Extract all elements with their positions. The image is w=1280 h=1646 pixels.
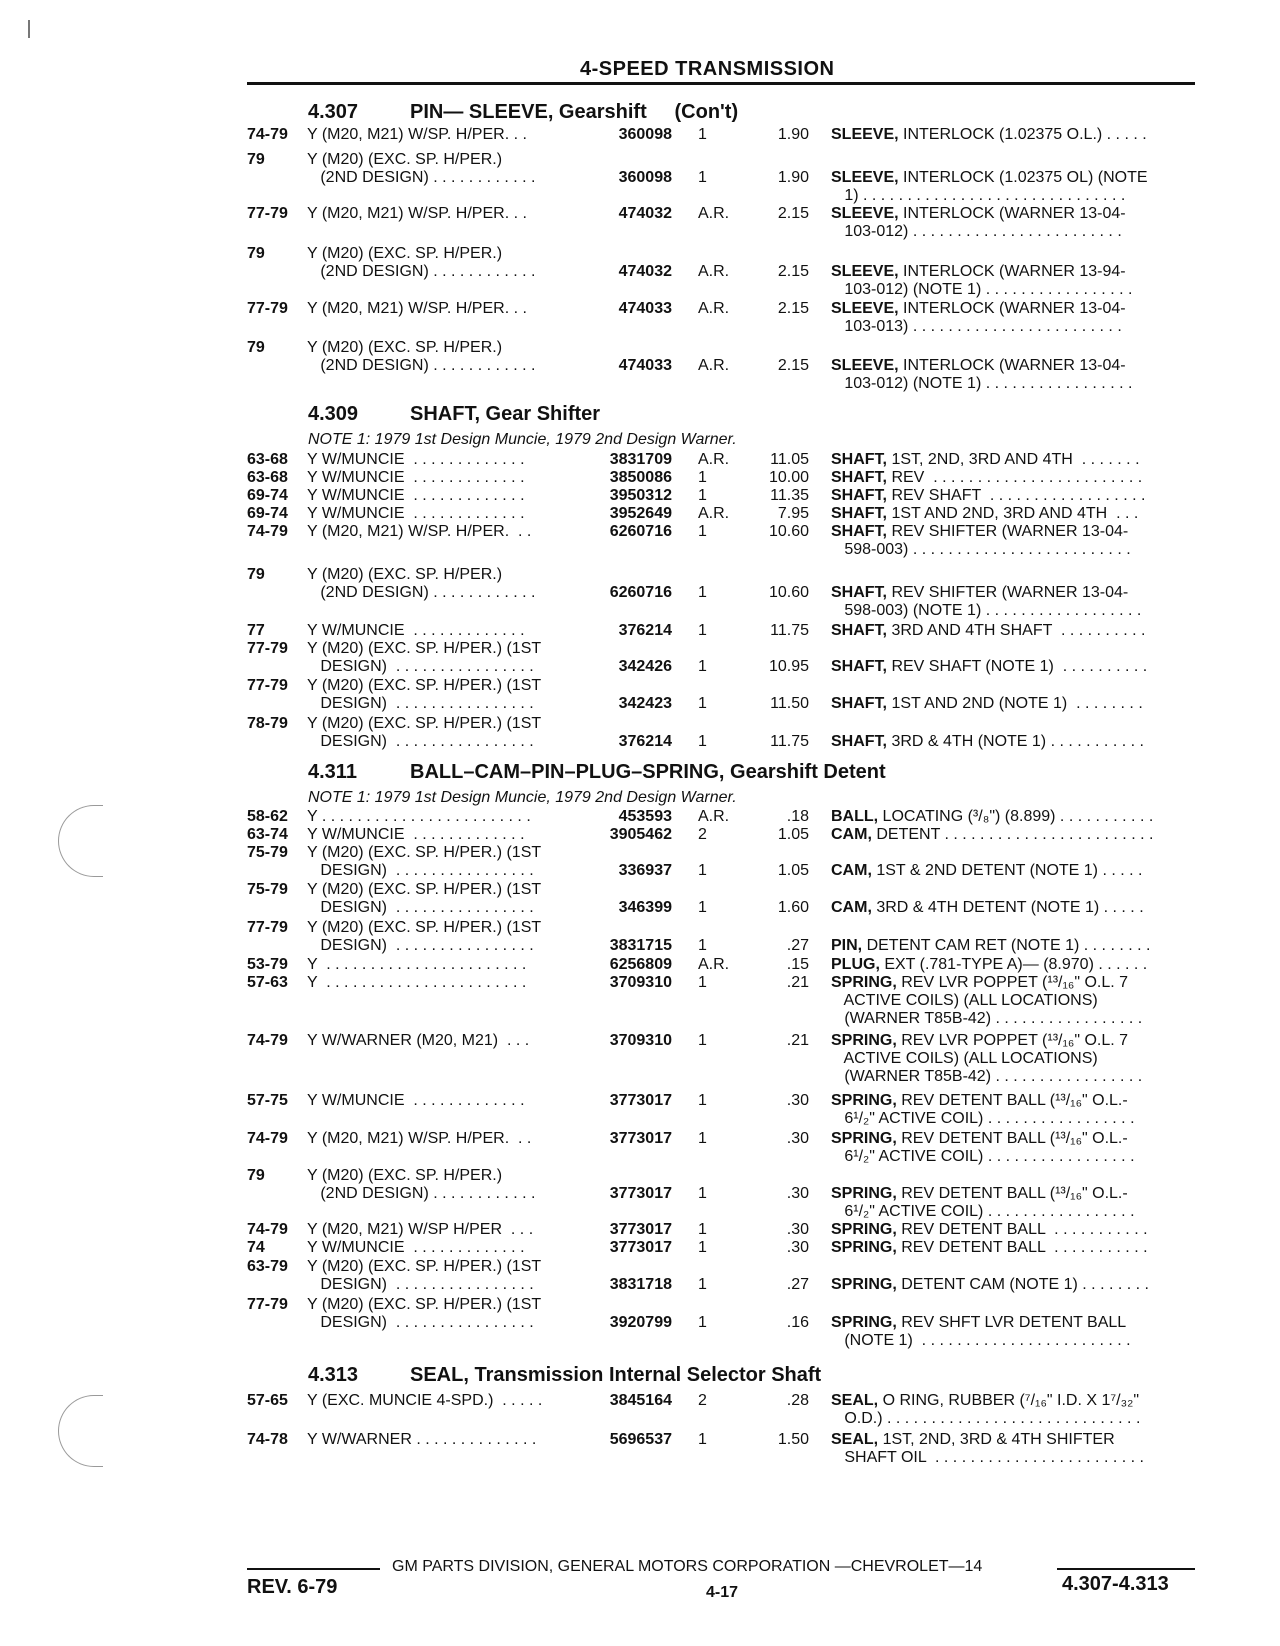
model-years: 63-68 xyxy=(247,469,288,486)
application: Y (M20) (EXC. SP. H/PER.) (1ST DESIGN) . . . . . . . . . . . . . . . . xyxy=(307,881,542,916)
model-years: 63-74 xyxy=(247,826,288,843)
part-number: 3773017 xyxy=(609,1221,672,1238)
price: 1.60 xyxy=(777,899,809,916)
description xyxy=(831,733,1201,751)
description-keyword: CAM, xyxy=(831,826,872,843)
model-years: 69-74 xyxy=(247,505,288,522)
description xyxy=(831,1032,1201,1086)
quantity: 1 xyxy=(698,469,707,486)
description-text: EXT (.781-TYPE A)— (8.970) . . . . . . xyxy=(879,956,1148,973)
description-text: 3RD & 4TH (NOTE 1) . . . . . . . . . . . xyxy=(887,733,1144,750)
quantity: 1 xyxy=(698,126,707,143)
model-years: 57-63 xyxy=(247,974,288,991)
application: Y (M20, M21) W/SP. H/PER. . . xyxy=(307,523,532,540)
price: 11.75 xyxy=(770,622,809,639)
punch-hole-mark xyxy=(58,805,103,877)
description-text: DETENT . . . . . . . . . . . . . . . . . . . . . . . . xyxy=(871,826,1154,843)
quantity: A.R. xyxy=(698,505,730,522)
description-text: INTERLOCK (1.02375 OL) (NOTE 1) . . . . . . . . . . . . . . . . . . . . . . . . . . . . . . xyxy=(844,169,1148,204)
description xyxy=(831,505,1201,523)
model-years: 78-79 xyxy=(247,715,288,732)
quantity: 2 xyxy=(698,826,707,843)
model-years: 74-79 xyxy=(247,1221,288,1238)
price: .30 xyxy=(786,1130,809,1147)
part-number: 3709310 xyxy=(609,1032,672,1049)
description-keyword: SLEEVE, xyxy=(831,205,899,222)
description-keyword: SHAFT, xyxy=(831,505,887,522)
description-keyword: SPRING, xyxy=(831,1276,897,1293)
price: .30 xyxy=(786,1092,809,1109)
title-rule xyxy=(247,82,1195,85)
description-keyword: BALL, xyxy=(831,808,879,825)
description xyxy=(831,584,1201,620)
application: Y (M20) (EXC. SP. H/PER.) (2ND DESIGN) . . . . . . . . . . . . xyxy=(307,245,536,280)
price: .27 xyxy=(786,937,809,954)
description-keyword: PLUG, xyxy=(831,956,880,973)
price: 2.15 xyxy=(777,205,809,222)
quantity: 1 xyxy=(698,1239,707,1256)
part-number: 3773017 xyxy=(609,1092,672,1109)
description-text: INTERLOCK (WARNER 13-04- 103-012) . . . . . . . . . . . . . . . . . . . . . . . . xyxy=(844,205,1126,240)
price: .15 xyxy=(786,956,809,973)
part-number: 6260716 xyxy=(609,523,672,540)
description-text: REV SHFT LVR DETENT BALL (NOTE 1) . . . . . . . . . . . . . . . . . . . . . . . . xyxy=(844,1314,1131,1349)
model-years: 77-79 xyxy=(247,205,288,222)
application: Y (M20) (EXC. SP. H/PER.) (1ST DESIGN) . . . . . . . . . . . . . . . . xyxy=(307,640,542,675)
part-number: 3773017 xyxy=(609,1185,672,1202)
part-number: 3950312 xyxy=(609,487,672,504)
punch-hole-mark xyxy=(58,1395,103,1467)
description-keyword: CAM, xyxy=(831,862,872,879)
quantity: A.R. xyxy=(698,357,730,374)
price: 11.75 xyxy=(770,733,809,750)
model-years: 79 xyxy=(247,245,265,262)
quantity: 1 xyxy=(698,899,707,916)
model-years: 74-79 xyxy=(247,1032,288,1049)
price: .21 xyxy=(786,974,809,991)
part-number: 3773017 xyxy=(609,1130,672,1147)
quantity: 1 xyxy=(698,584,707,601)
description-text: 3RD AND 4TH SHAFT . . . . . . . . . . xyxy=(887,622,1146,639)
footer-rule-left xyxy=(247,1568,380,1570)
quantity: A.R. xyxy=(698,300,730,317)
model-years: 79 xyxy=(247,566,265,583)
part-number: 474033 xyxy=(618,357,672,374)
model-years: 69-74 xyxy=(247,487,288,504)
description xyxy=(831,469,1201,487)
model-years: 77-79 xyxy=(247,1296,288,1313)
description xyxy=(831,451,1201,469)
section-number: 4.311 xyxy=(308,761,357,783)
description xyxy=(831,1185,1201,1221)
application: Y (M20, M21) W/SP H/PER . . . xyxy=(307,1221,534,1238)
description-text: INTERLOCK (WARNER 13-94- 103-012) (NOTE 1) . . . . . . . . . . . . . . . . . xyxy=(844,263,1133,298)
part-number: 3831715 xyxy=(609,937,672,954)
part-number: 3709310 xyxy=(609,974,672,991)
section-title: BALL–CAM–PIN–PLUG–SPRING, Gearshift Detent xyxy=(410,761,886,783)
description xyxy=(831,205,1201,241)
application: Y W/WARNER . . . . . . . . . . . . . . xyxy=(307,1431,537,1448)
model-years: 74-78 xyxy=(247,1431,288,1448)
model-years: 75-79 xyxy=(247,881,288,898)
price: 11.35 xyxy=(770,487,809,504)
section-heading xyxy=(308,403,1128,426)
description-keyword: SPRING, xyxy=(831,1130,897,1147)
quantity: 1 xyxy=(698,937,707,954)
price: 10.00 xyxy=(768,469,809,486)
application: Y W/MUNCIE . . . . . . . . . . . . . xyxy=(307,451,525,468)
quantity: 1 xyxy=(698,1032,707,1049)
price: .21 xyxy=(786,1032,809,1049)
application: Y (M20) (EXC. SP. H/PER.) (2ND DESIGN) . . . . . . . . . . . . xyxy=(307,339,536,374)
description-text: REV SHAFT (NOTE 1) . . . . . . . . . . xyxy=(887,658,1148,675)
description xyxy=(831,658,1201,676)
description-keyword: SPRING, xyxy=(831,974,897,991)
description-keyword: PIN, xyxy=(831,937,863,954)
description-keyword: SPRING, xyxy=(831,1032,897,1049)
section-heading xyxy=(308,1364,1128,1387)
description-text: 1ST AND 2ND (NOTE 1) . . . . . . . . xyxy=(887,695,1143,712)
price: .18 xyxy=(786,808,809,825)
footer-publisher: GM PARTS DIVISION, GENERAL MOTORS CORPORATION —CHEVROLET—14 xyxy=(392,1558,983,1575)
application: Y (M20) (EXC. SP. H/PER.) (2ND DESIGN) . . . . . . . . . . . . xyxy=(307,151,536,186)
application: Y (M20, M21) W/SP. H/PER. . . xyxy=(307,300,527,317)
part-number: 342426 xyxy=(618,658,672,675)
section-number: 4.307 xyxy=(308,101,359,123)
description xyxy=(831,263,1201,299)
description-keyword: SLEEVE, xyxy=(831,300,899,317)
footer-revision: REV. 6-79 xyxy=(247,1576,338,1598)
application: Y W/MUNCIE . . . . . . . . . . . . . xyxy=(307,487,525,504)
description-keyword: SLEEVE, xyxy=(831,169,899,186)
description xyxy=(831,695,1201,713)
description-keyword: SHAFT, xyxy=(831,695,887,712)
description-text: REV LVR POPPET (¹³/₁₆" O.L. 7 ACTIVE COILS) (ALL LOCATIONS) (WARNER T85B-42) . . . . . . . . . . . . . . . . . xyxy=(843,974,1143,1027)
description xyxy=(831,826,1201,844)
part-number: 5696537 xyxy=(609,1431,672,1448)
description-text: LOCATING (³/₈") (8.899) . . . . . . . . . . . xyxy=(878,808,1154,825)
application: Y W/MUNCIE . . . . . . . . . . . . . xyxy=(307,622,525,639)
part-number: 474033 xyxy=(618,300,672,317)
description xyxy=(831,126,1201,144)
application: Y W/MUNCIE . . . . . . . . . . . . . xyxy=(307,1092,525,1109)
model-years: 75-79 xyxy=(247,844,288,861)
quantity: 1 xyxy=(698,169,707,186)
model-years: 57-65 xyxy=(247,1392,288,1409)
description-keyword: SHAFT, xyxy=(831,451,887,468)
quantity: 1 xyxy=(698,523,707,540)
description-keyword: SHAFT, xyxy=(831,487,887,504)
price: 2.15 xyxy=(777,263,809,280)
quantity: 1 xyxy=(698,974,707,991)
description-keyword: SEAL, xyxy=(831,1431,879,1448)
description-keyword: SPRING, xyxy=(831,1221,897,1238)
quantity: 1 xyxy=(698,1431,707,1448)
price: .16 xyxy=(786,1314,809,1331)
description-keyword: SPRING, xyxy=(831,1314,897,1331)
description-keyword: SPRING, xyxy=(831,1092,897,1109)
section-number: 4.313 xyxy=(308,1364,359,1386)
application: Y (M20) (EXC. SP. H/PER.) (1ST DESIGN) . . . . . . . . . . . . . . . . xyxy=(307,1258,542,1293)
quantity: A.R. xyxy=(698,451,730,468)
margin-mark xyxy=(28,20,30,38)
description-text: O RING, RUBBER (⁷/₁₆" I.D. X 1⁷/₃₂" O.D.) . . . . . . . . . . . . . . . . . . . . . . . . . . . . . xyxy=(844,1392,1141,1427)
description xyxy=(831,1092,1201,1128)
description-text: REV DETENT BALL (¹³/₁₆" O.L.- 6¹/₂" ACTIVE COIL) . . . . . . . . . . . . . . . . . xyxy=(844,1185,1135,1220)
part-number: 342423 xyxy=(618,695,672,712)
quantity: 1 xyxy=(698,658,707,675)
footer-page-number: 4-17 xyxy=(706,1584,739,1601)
price: 1.50 xyxy=(777,1431,809,1448)
section-title: PIN— SLEEVE, Gearshift (Con't) xyxy=(410,101,739,123)
part-number: 6260716 xyxy=(609,584,672,601)
part-number: 336937 xyxy=(618,862,672,879)
part-number: 474032 xyxy=(618,263,672,280)
description xyxy=(831,1314,1201,1350)
application: Y W/MUNCIE . . . . . . . . . . . . . xyxy=(307,469,525,486)
description xyxy=(831,300,1201,336)
part-number: 376214 xyxy=(618,622,672,639)
part-number: 3845164 xyxy=(609,1392,672,1409)
description-text: REV LVR POPPET (¹³/₁₆" O.L. 7 ACTIVE COILS) (ALL LOCATIONS) (WARNER T85B-42) . . . . . . . . . . . . . . . . . xyxy=(843,1032,1143,1085)
price: .30 xyxy=(786,1185,809,1202)
quantity: 1 xyxy=(698,1092,707,1109)
price: .30 xyxy=(786,1239,809,1256)
description-keyword: SLEEVE, xyxy=(831,357,899,374)
description xyxy=(831,899,1201,917)
description xyxy=(831,1221,1201,1239)
price: .28 xyxy=(786,1392,809,1409)
description-text: INTERLOCK (WARNER 13-04- 103-012) (NOTE 1) . . . . . . . . . . . . . . . . . xyxy=(844,357,1133,392)
price: 1.90 xyxy=(777,169,809,186)
footer-range: 4.307-4.313 xyxy=(1062,1573,1169,1595)
description-keyword: SHAFT, xyxy=(831,469,887,486)
description xyxy=(831,169,1201,205)
model-years: 74-79 xyxy=(247,1130,288,1147)
application: Y (M20, M21) W/SP. H/PER. . . xyxy=(307,1130,532,1147)
description-text: 1ST, 2ND, 3RD & 4TH SHIFTER SHAFT OIL . . . . . . . . . . . . . . . . . . . . . . . . xyxy=(844,1431,1144,1466)
section-heading xyxy=(308,101,1128,124)
model-years: 77 xyxy=(247,622,265,639)
description-keyword: SLEEVE, xyxy=(831,126,899,143)
part-number: 3831709 xyxy=(609,451,672,468)
description-text: 1ST & 2ND DETENT (NOTE 1) . . . . . xyxy=(871,862,1143,879)
model-years: 79 xyxy=(247,339,265,356)
application: Y (M20) (EXC. SP. H/PER.) (1ST DESIGN) . . . . . . . . . . . . . . . . xyxy=(307,844,542,879)
part-number: 3831718 xyxy=(609,1276,672,1293)
page-title: 4-SPEED TRANSMISSION xyxy=(580,58,835,80)
price: 10.95 xyxy=(768,658,809,675)
description-text: REV SHAFT . . . . . . . . . . . . . . . . . . xyxy=(887,487,1146,504)
application: Y . . . . . . . . . . . . . . . . . . . . . . . xyxy=(307,956,527,973)
description-keyword: SPRING, xyxy=(831,1185,897,1202)
description-text: INTERLOCK (WARNER 13-04- 103-013) . . . . . . . . . . . . . . . . . . . . . . . . xyxy=(844,300,1126,335)
description-text: 1ST, 2ND, 3RD AND 4TH . . . . . . . xyxy=(887,451,1140,468)
price: .30 xyxy=(786,1221,809,1238)
price: 1.90 xyxy=(777,126,809,143)
part-number: 453593 xyxy=(618,808,672,825)
description xyxy=(831,1130,1201,1166)
quantity: 1 xyxy=(698,1314,707,1331)
quantity: A.R. xyxy=(698,956,730,973)
price: 1.05 xyxy=(777,826,809,843)
description-text: 3RD & 4TH DETENT (NOTE 1) . . . . . xyxy=(871,899,1144,916)
description-text: REV DETENT BALL (¹³/₁₆" O.L.- 6¹/₂" ACTIVE COIL) . . . . . . . . . . . . . . . . . xyxy=(844,1130,1135,1165)
description xyxy=(831,487,1201,505)
price: 7.95 xyxy=(777,505,809,522)
footer-rule-right xyxy=(1057,1568,1195,1570)
price: 1.05 xyxy=(777,862,809,879)
description xyxy=(831,974,1201,1028)
description xyxy=(831,956,1201,974)
description xyxy=(831,1392,1201,1428)
price: .27 xyxy=(786,1276,809,1293)
quantity: 1 xyxy=(698,695,707,712)
model-years: 79 xyxy=(247,1167,265,1184)
description-text: REV DETENT BALL . . . . . . . . . . . xyxy=(896,1221,1148,1238)
description-keyword: SHAFT, xyxy=(831,584,887,601)
part-number: 3920799 xyxy=(609,1314,672,1331)
description-text: REV . . . . . . . . . . . . . . . . . . . . . . . . xyxy=(887,469,1143,486)
description xyxy=(831,808,1201,826)
description xyxy=(831,357,1201,393)
description-text: DETENT CAM (NOTE 1) . . . . . . . . xyxy=(896,1276,1149,1293)
section-title: SHAFT, Gear Shifter xyxy=(410,403,601,425)
quantity: 1 xyxy=(698,487,707,504)
application: Y . . . . . . . . . . . . . . . . . . . . . . . xyxy=(307,974,527,991)
quantity: 1 xyxy=(698,862,707,879)
description-keyword: SEAL, xyxy=(831,1392,879,1409)
quantity: 1 xyxy=(698,733,707,750)
description xyxy=(831,622,1201,640)
quantity: A.R. xyxy=(698,205,730,222)
model-years: 53-79 xyxy=(247,956,288,973)
application: Y (M20) (EXC. SP. H/PER.) (1ST DESIGN) . . . . . . . . . . . . . . . . xyxy=(307,919,542,954)
quantity: 1 xyxy=(698,1185,707,1202)
price: 11.50 xyxy=(770,695,809,712)
section-note: NOTE 1: 1979 1st Design Muncie, 1979 2nd Design Warner. xyxy=(308,789,737,806)
model-years: 77-79 xyxy=(247,300,288,317)
quantity: A.R. xyxy=(698,263,730,280)
price: 10.60 xyxy=(768,523,809,540)
description xyxy=(831,1276,1201,1294)
price: 2.15 xyxy=(777,357,809,374)
price: 10.60 xyxy=(768,584,809,601)
application: Y W/MUNCIE . . . . . . . . . . . . . xyxy=(307,1239,525,1256)
description xyxy=(831,1431,1201,1467)
description xyxy=(831,862,1201,880)
part-number: 3905462 xyxy=(609,826,672,843)
part-number: 6256809 xyxy=(609,956,672,973)
description xyxy=(831,523,1201,559)
description-keyword: SPRING, xyxy=(831,1239,897,1256)
section-note: NOTE 1: 1979 1st Design Muncie, 1979 2nd Design Warner. xyxy=(308,431,737,448)
quantity: 1 xyxy=(698,1221,707,1238)
description xyxy=(831,1239,1201,1257)
quantity: 1 xyxy=(698,622,707,639)
description-keyword: SHAFT, xyxy=(831,622,887,639)
description-text: REV DETENT BALL (¹³/₁₆" O.L.- 6¹/₂" ACTIVE COIL) . . . . . . . . . . . . . . . . . xyxy=(844,1092,1135,1127)
application: Y (M20, M21) W/SP. H/PER. . . xyxy=(307,126,527,143)
model-years: 63-79 xyxy=(247,1258,288,1275)
section-number: 4.309 xyxy=(308,403,359,425)
part-number: 3773017 xyxy=(609,1239,672,1256)
model-years: 58-62 xyxy=(247,808,288,825)
description-text: REV SHIFTER (WARNER 13-04- 598-003) (NOTE 1) . . . . . . . . . . . . . . . . . . xyxy=(844,584,1142,619)
application: Y . . . . . . . . . . . . . . . . . . . . . . . . xyxy=(307,808,531,825)
description-keyword: SLEEVE, xyxy=(831,263,899,280)
application: Y (M20) (EXC. SP. H/PER.) (1ST DESIGN) . . . . . . . . . . . . . . . . xyxy=(307,715,542,750)
model-years: 77-79 xyxy=(247,919,288,936)
description xyxy=(831,937,1201,955)
description-text: REV DETENT BALL . . . . . . . . . . . xyxy=(896,1239,1148,1256)
part-number: 474032 xyxy=(618,205,672,222)
application: Y (M20, M21) W/SP. H/PER. . . xyxy=(307,205,527,222)
part-number: 376214 xyxy=(618,733,672,750)
model-years: 79 xyxy=(247,151,265,168)
description-text: INTERLOCK (1.02375 O.L.) . . . . . xyxy=(898,126,1147,143)
application: Y W/MUNCIE . . . . . . . . . . . . . xyxy=(307,505,525,522)
part-number: 3850086 xyxy=(609,469,672,486)
model-years: 63-68 xyxy=(247,451,288,468)
description-text: DETENT CAM RET (NOTE 1) . . . . . . . . xyxy=(862,937,1151,954)
part-number: 346399 xyxy=(618,899,672,916)
part-number: 360098 xyxy=(618,126,672,143)
application: Y (M20) (EXC. SP. H/PER.) (1ST DESIGN) . . . . . . . . . . . . . . . . xyxy=(307,1296,542,1331)
section-title: SEAL, Transmission Internal Selector Shaft xyxy=(410,1364,822,1386)
description-keyword: CAM, xyxy=(831,899,872,916)
quantity: 1 xyxy=(698,1130,707,1147)
quantity: A.R. xyxy=(698,808,730,825)
model-years: 77-79 xyxy=(247,677,288,694)
description-keyword: SHAFT, xyxy=(831,658,887,675)
part-number: 360098 xyxy=(618,169,672,186)
model-years: 57-75 xyxy=(247,1092,288,1109)
model-years: 74-79 xyxy=(247,523,288,540)
section-heading xyxy=(308,761,1128,784)
application: Y (M20) (EXC. SP. H/PER.) (2ND DESIGN) . . . . . . . . . . . . xyxy=(307,566,536,601)
application: Y (EXC. MUNCIE 4-SPD.) . . . . . xyxy=(307,1392,543,1409)
description-text: REV SHIFTER (WARNER 13-04- 598-003) . . . . . . . . . . . . . . . . . . . . . . . . . xyxy=(844,523,1131,558)
price: 11.05 xyxy=(770,451,809,468)
part-number: 3952649 xyxy=(609,505,672,522)
description-text: 1ST AND 2ND, 3RD AND 4TH . . . xyxy=(887,505,1139,522)
model-years: 77-79 xyxy=(247,640,288,657)
model-years: 74 xyxy=(247,1239,265,1256)
quantity: 1 xyxy=(698,1276,707,1293)
model-years: 74-79 xyxy=(247,126,288,143)
application: Y (M20) (EXC. SP. H/PER.) (2ND DESIGN) . . . . . . . . . . . . xyxy=(307,1167,536,1202)
quantity: 2 xyxy=(698,1392,707,1409)
description-keyword: SHAFT, xyxy=(831,733,887,750)
application: Y W/WARNER (M20, M21) . . . xyxy=(307,1032,530,1049)
application: Y (M20) (EXC. SP. H/PER.) (1ST DESIGN) . . . . . . . . . . . . . . . . xyxy=(307,677,542,712)
price: 2.15 xyxy=(777,300,809,317)
application: Y W/MUNCIE . . . . . . . . . . . . . xyxy=(307,826,525,843)
description-keyword: SHAFT, xyxy=(831,523,887,540)
